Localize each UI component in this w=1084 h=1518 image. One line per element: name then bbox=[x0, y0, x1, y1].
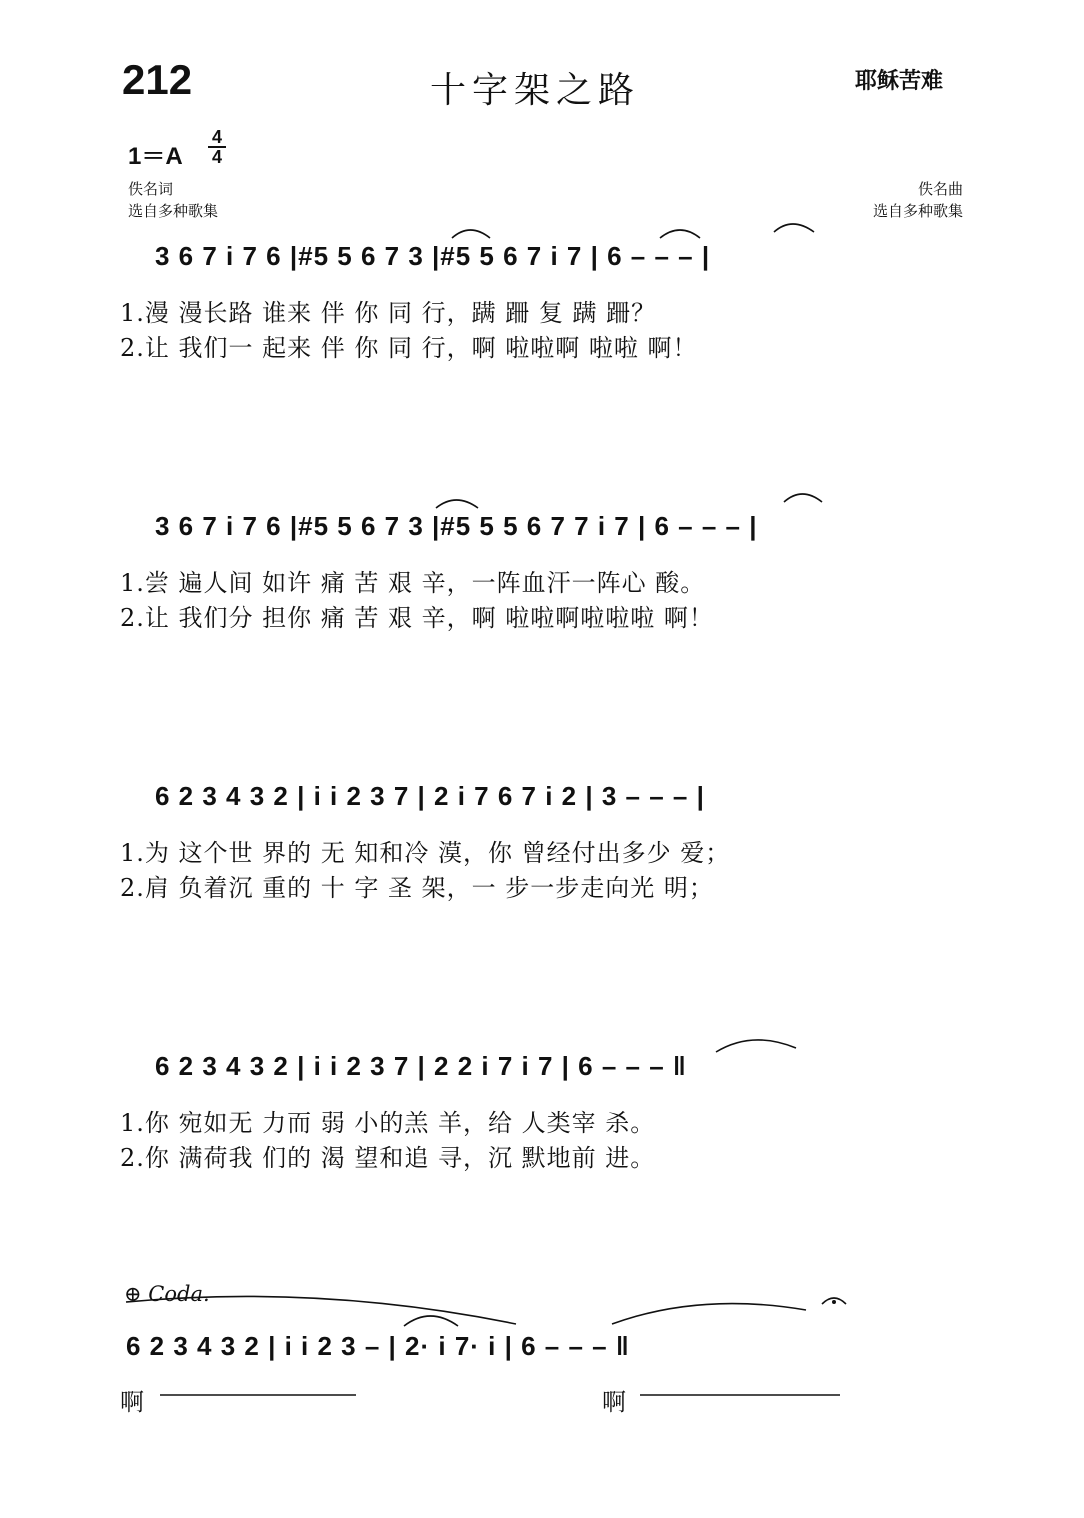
system-4-notes: 6 2 3 4 3 2 | i i 2 3 7 | 2 2 i 7 i 7 | 6 – – – ‖ bbox=[155, 1051, 687, 1081]
hymn-number: 212 bbox=[122, 56, 193, 103]
coda-slur-second bbox=[612, 1304, 806, 1324]
composer: 佚名曲 bbox=[917, 180, 963, 198]
system-2-lyric-verse-2: 2.让 我们分 担你 痛 苦 艰 辛，啊 啦啦啊啦啦啦 啊！ bbox=[120, 604, 714, 632]
slur-system-2-b bbox=[784, 494, 822, 502]
source-right: 选自多种歌集 bbox=[872, 202, 963, 220]
system-3-lyric-verse-1: 1.为 这个世 界的 无 知和冷 漠，你 曾经付出多少 爱； bbox=[120, 839, 731, 867]
coda-notes: 6 2 3 4 3 2 | i i 2 3 – | 2· i 7· i | 6 – – – ‖ bbox=[126, 1331, 630, 1361]
time-signature-bottom: 4 bbox=[211, 147, 222, 167]
category-label: 耶稣苦难 bbox=[855, 69, 944, 94]
lyricist: 佚名词 bbox=[128, 180, 174, 198]
slur-system-2-a bbox=[436, 500, 478, 508]
slur-system-1-c bbox=[774, 224, 814, 232]
coda-label: Coda. bbox=[148, 1282, 210, 1306]
key-signature: 1＝A bbox=[128, 143, 183, 170]
coda-lyric-left: 啊 bbox=[120, 1388, 145, 1416]
time-signature-top: 4 bbox=[211, 127, 222, 147]
coda-slur-long bbox=[126, 1296, 516, 1324]
slur-system-1-b bbox=[660, 230, 700, 238]
system-3-lyric-verse-2: 2.肩 负着沉 重的 十 字 圣 架，一 步一步走向光 明； bbox=[120, 874, 714, 902]
source-left: 选自多种歌集 bbox=[128, 202, 219, 220]
system-3-notes: 6 2 3 4 3 2 | i i 2 3 7 | 2 i 7 6 7 i 2 | 3 – – – | bbox=[155, 781, 705, 811]
system-4-lyric-verse-1: 1.你 宛如无 力而 弱 小的羔 羊，给 人类宰 杀。 bbox=[120, 1109, 656, 1137]
coda-slur-short bbox=[404, 1316, 458, 1326]
coda-sign-icon: ⊕ bbox=[124, 1282, 142, 1306]
system-2-lyric-verse-1: 1.尝 遍人间 如许 痛 苦 艰 辛，一阵血汗一阵心 酸。 bbox=[120, 569, 706, 597]
slur-system-4-a bbox=[716, 1040, 796, 1052]
system-2-notes: 3 6 7 i 7 6 |#5 5 6 7 3 |#5 5 5 6 7 7 i 7 | 6 – – – | bbox=[155, 511, 758, 541]
coda-lyric-right: 啊 bbox=[602, 1388, 627, 1416]
hymn-title: 十字架之路 bbox=[430, 70, 641, 111]
system-1-notes: 3 6 7 i 7 6 |#5 5 6 7 3 |#5 5 6 7 i 7 | 6 – – – | bbox=[155, 241, 711, 271]
system-1-lyric-verse-1: 1.漫 漫长路 谁来 伴 你 同 行，蹒 跚 复 蹒 跚？ bbox=[120, 299, 657, 327]
slur-system-1-a bbox=[452, 230, 490, 238]
system-4-lyric-verse-2: 2.你 满荷我 们的 渴 望和追 寻，沉 默地前 进。 bbox=[120, 1144, 656, 1172]
system-1-lyric-verse-2: 2.让 我们一 起来 伴 你 同 行，啊 啦啦啊 啦啦 啊！ bbox=[120, 334, 698, 362]
fermata-dot bbox=[832, 1300, 836, 1304]
